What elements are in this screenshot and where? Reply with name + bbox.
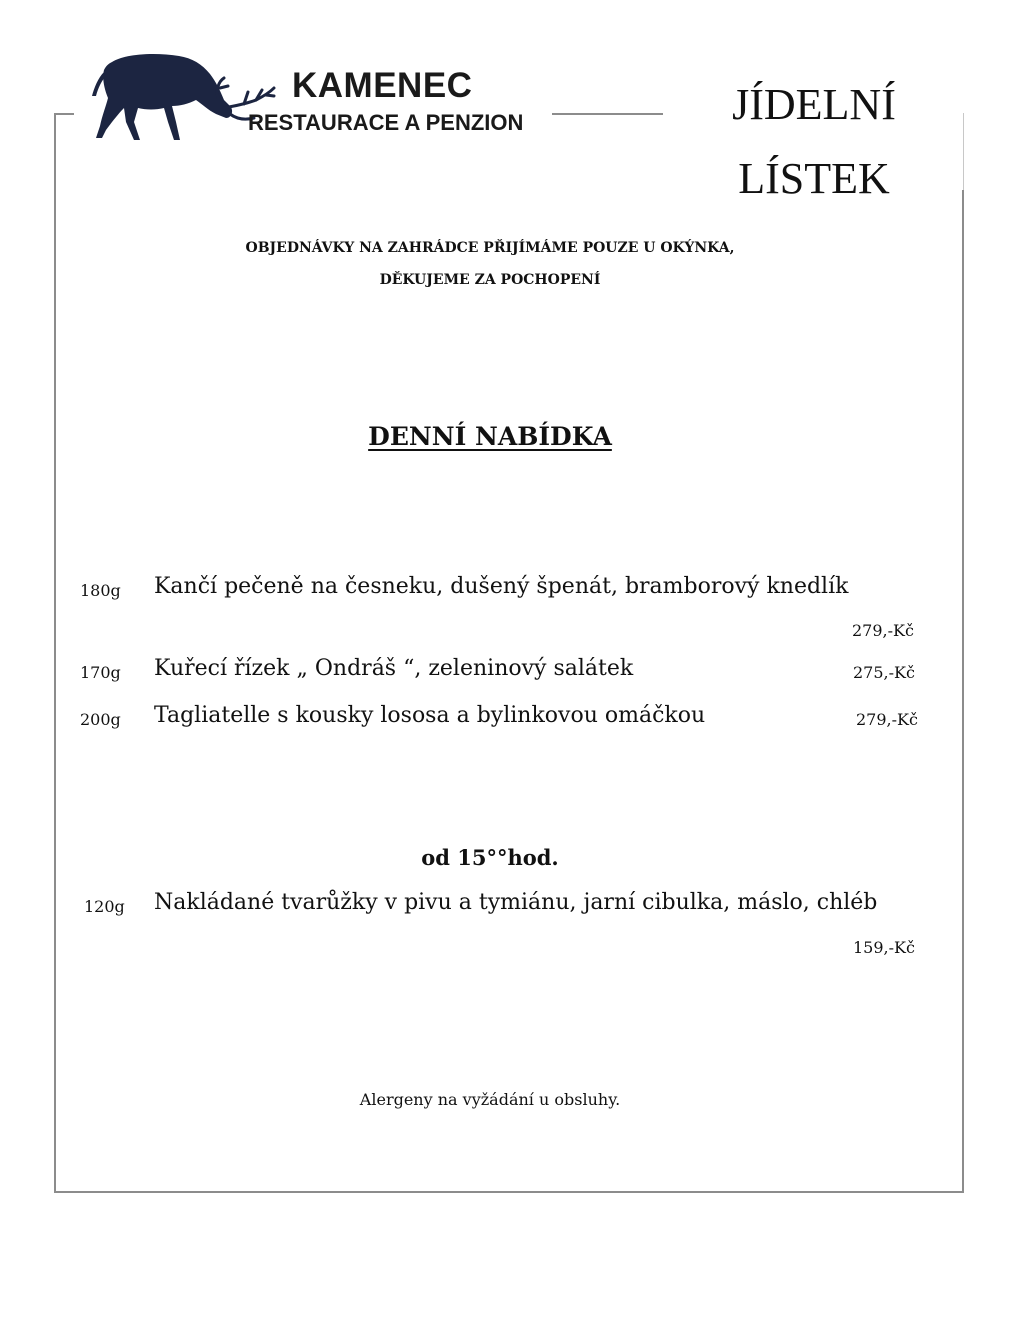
notice-line2: DĚKUJEME ZA POCHOPENÍ — [379, 272, 601, 288]
brand-subtitle: RESTAURACE A PENZION — [248, 110, 524, 135]
item-price: 275,-Kč — [853, 663, 915, 682]
item-name: Kančí pečeně na česneku, dušený špenát, bramborový knedlík — [154, 574, 849, 599]
frame-right — [962, 190, 964, 1193]
item-weight: 170g — [80, 663, 121, 682]
menu-title-line2: LÍSTEK — [738, 154, 890, 203]
menu-title — [700, 68, 928, 216]
item-price: 279,-Kč — [852, 621, 914, 640]
item-weight: 180g — [80, 581, 121, 600]
item-weight: 200g — [80, 710, 121, 729]
frame-top-left — [54, 113, 74, 115]
item-name: Tagliatelle s kousky lososa a bylinkovou omáčkou — [154, 703, 706, 728]
frame-right-upper — [963, 113, 964, 191]
daily-offer-title: DENNÍ NABÍDKA — [368, 422, 612, 451]
item-name: Kuřecí řízek „ Ondráš “, zeleninový salátek — [154, 656, 634, 681]
item-price: 159,-Kč — [853, 938, 915, 957]
frame-bottom — [54, 1191, 964, 1193]
afternoon-title: od 15°°hod. — [421, 845, 559, 870]
frame-top-middle — [552, 113, 663, 115]
item-price: 279,-Kč — [856, 710, 918, 729]
allergens-note: Alergeny na vyžádání u obsluhy. — [359, 1090, 621, 1109]
brand-name: KAMENEC — [292, 66, 473, 105]
item-weight: 120g — [84, 897, 125, 916]
notice-line1: OBJEDNÁVKY NA ZAHRÁDCE PŘIJÍMÁME POUZE U OKÝNKA, — [245, 240, 735, 256]
item-name: Nakládané tvarůžky v pivu a tymiánu, jarní cibulka, máslo, chléb — [154, 890, 878, 915]
menu-title-line1: JÍDELNÍ — [732, 80, 896, 129]
